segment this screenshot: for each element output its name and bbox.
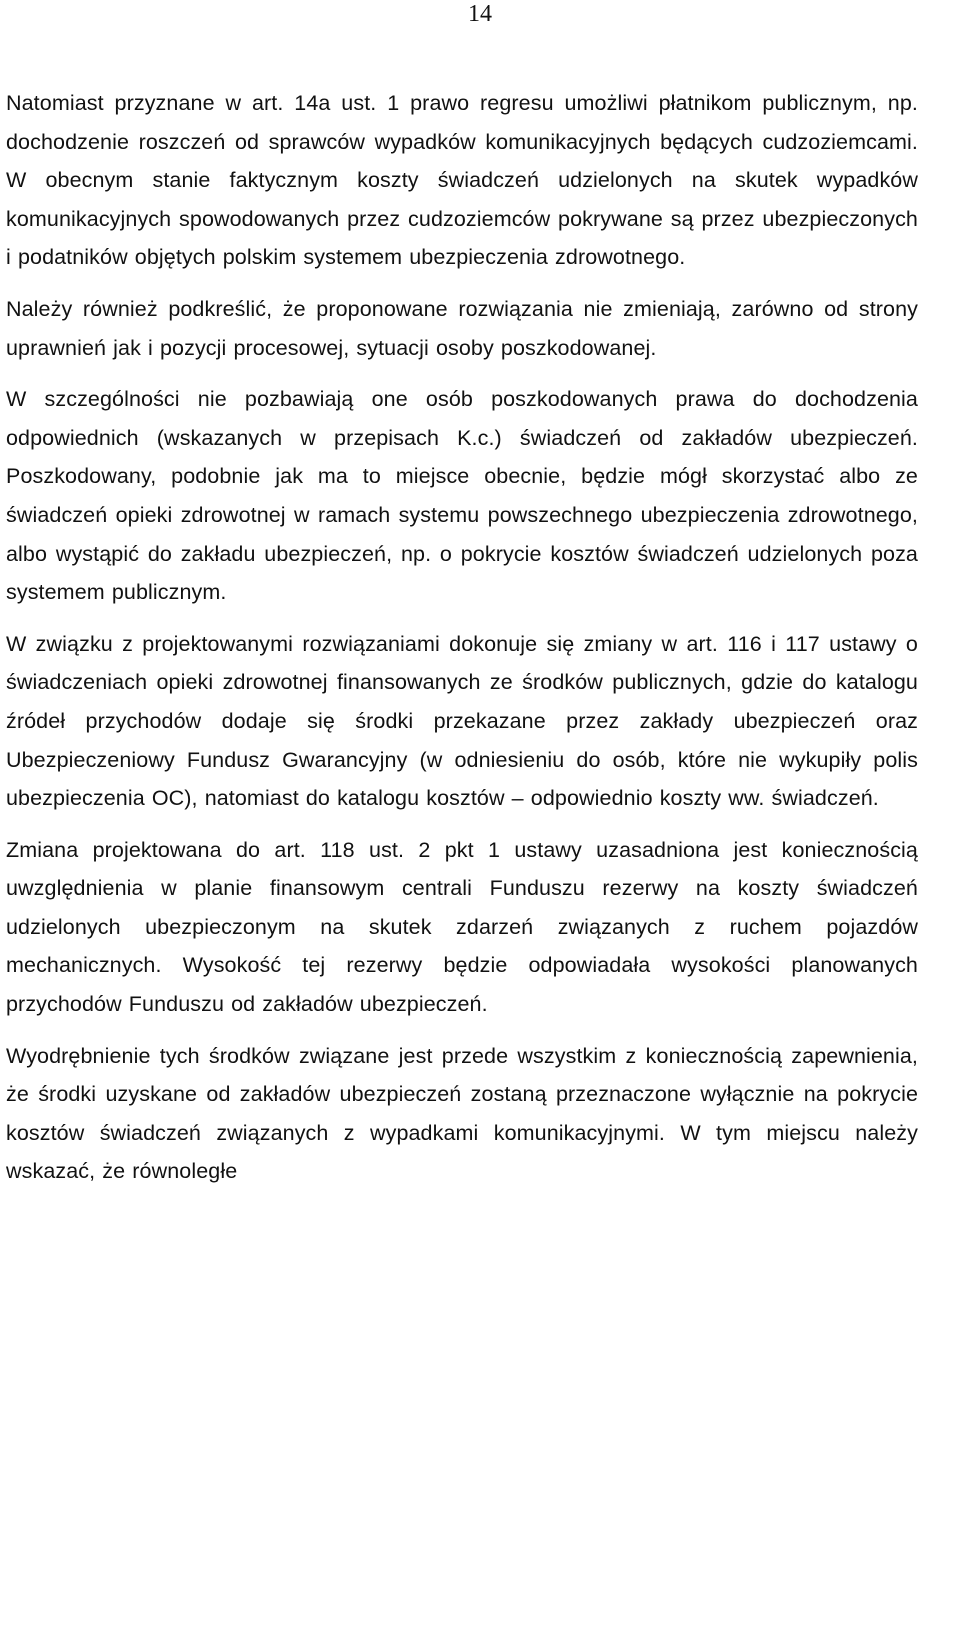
paragraph-art-116-117-changes: W związku z projektowanymi rozwiązaniami dokonuje się zmiany w art. 116 i 117 ustawy o świadczeniach opieki zdrowotnej finansowanych ze środków publicznych, gdzie do katalogu źródeł przychodów dodaje się środki przekazane przez zakłady ubezpieczeń oraz Ubezpieczeniowy Fundusz Gwarancyjny (w odniesieniu do osób, które nie wykupiły polis ubezpieczenia OC), natomiast do katalogu kosztów – odpowiednio koszty ww. świadczeń. [6,631,918,811]
paragraph-art-118-change: Zmiana projektowana do art. 118 ust. 2 pkt 1 ustawy uzasadniona jest koniecznością uwzględnienia w planie finansowym centrali Funduszu rezerwy na koszty świadczeń udzielonych ubezpieczonym na skutek zdarzeń związanych z ruchem pojazdów mechanicznych. Wysokość tej rezerwy będzie odpowiadała wysokości planowanych przychodów Funduszu od zakładów ubezpieczeń. [6,837,918,1017]
paragraph-injured-party-claims: W szczególności nie pozbawiają one osób poszkodowanych prawa do dochodzenia odpowiednich (wskazanych w przepisach K.c.) świadczeń od zakładów ubezpieczeń. Poszkodowany, podobnie jak ma to miejsce obecnie, będzie mógł skorzystać albo ze świadczeń opieki zdrowotnej w ramach systemu powszechnego ubezpieczenia zdrowotnego, albo wystąpić do zakładu ubezpieczeń, np. o pokrycie kosztów świadczeń udzielonych poza systemem publicznym. [6,387,918,605]
document-body [6,84,918,1204]
paragraph-regress-rights: Natomiast przyznane w art. 14a ust. 1 prawo regresu umożliwi płatnikom publicznym, np. dochodzenie roszczeń od sprawców wypadków komunikacyjnych będących cudzoziemcami. W obecnym stanie faktycznym koszty świadczeń udzielonych na skutek wypadków komunikacyjnych spowodowanych przez cudzoziemców pokrywane są przez ubezpieczonych i podatników objętych polskim systemem ubezpieczenia zdrowotnego. [6,91,918,270]
page-number: 14 [468,1,492,27]
paragraph-separation-of-funds: Wyodrębnienie tych środków związane jest przede wszystkim z koniecznością zapewnienia, że środki uzyskane od zakładów ubezpieczeń zostaną przeznaczone wyłącznie na pokrycie kosztów świadczeń związanych z wypadkami komunikacyjnymi. W tym miejscu należy wskazać, że równoległe [6,1043,918,1184]
paragraph-injured-party-position: Należy również podkreślić, że proponowane rozwiązania nie zmieniają, zarówno od strony uprawnień jak i pozycji procesowej, sytuacji osoby poszkodowanej. [6,296,918,360]
